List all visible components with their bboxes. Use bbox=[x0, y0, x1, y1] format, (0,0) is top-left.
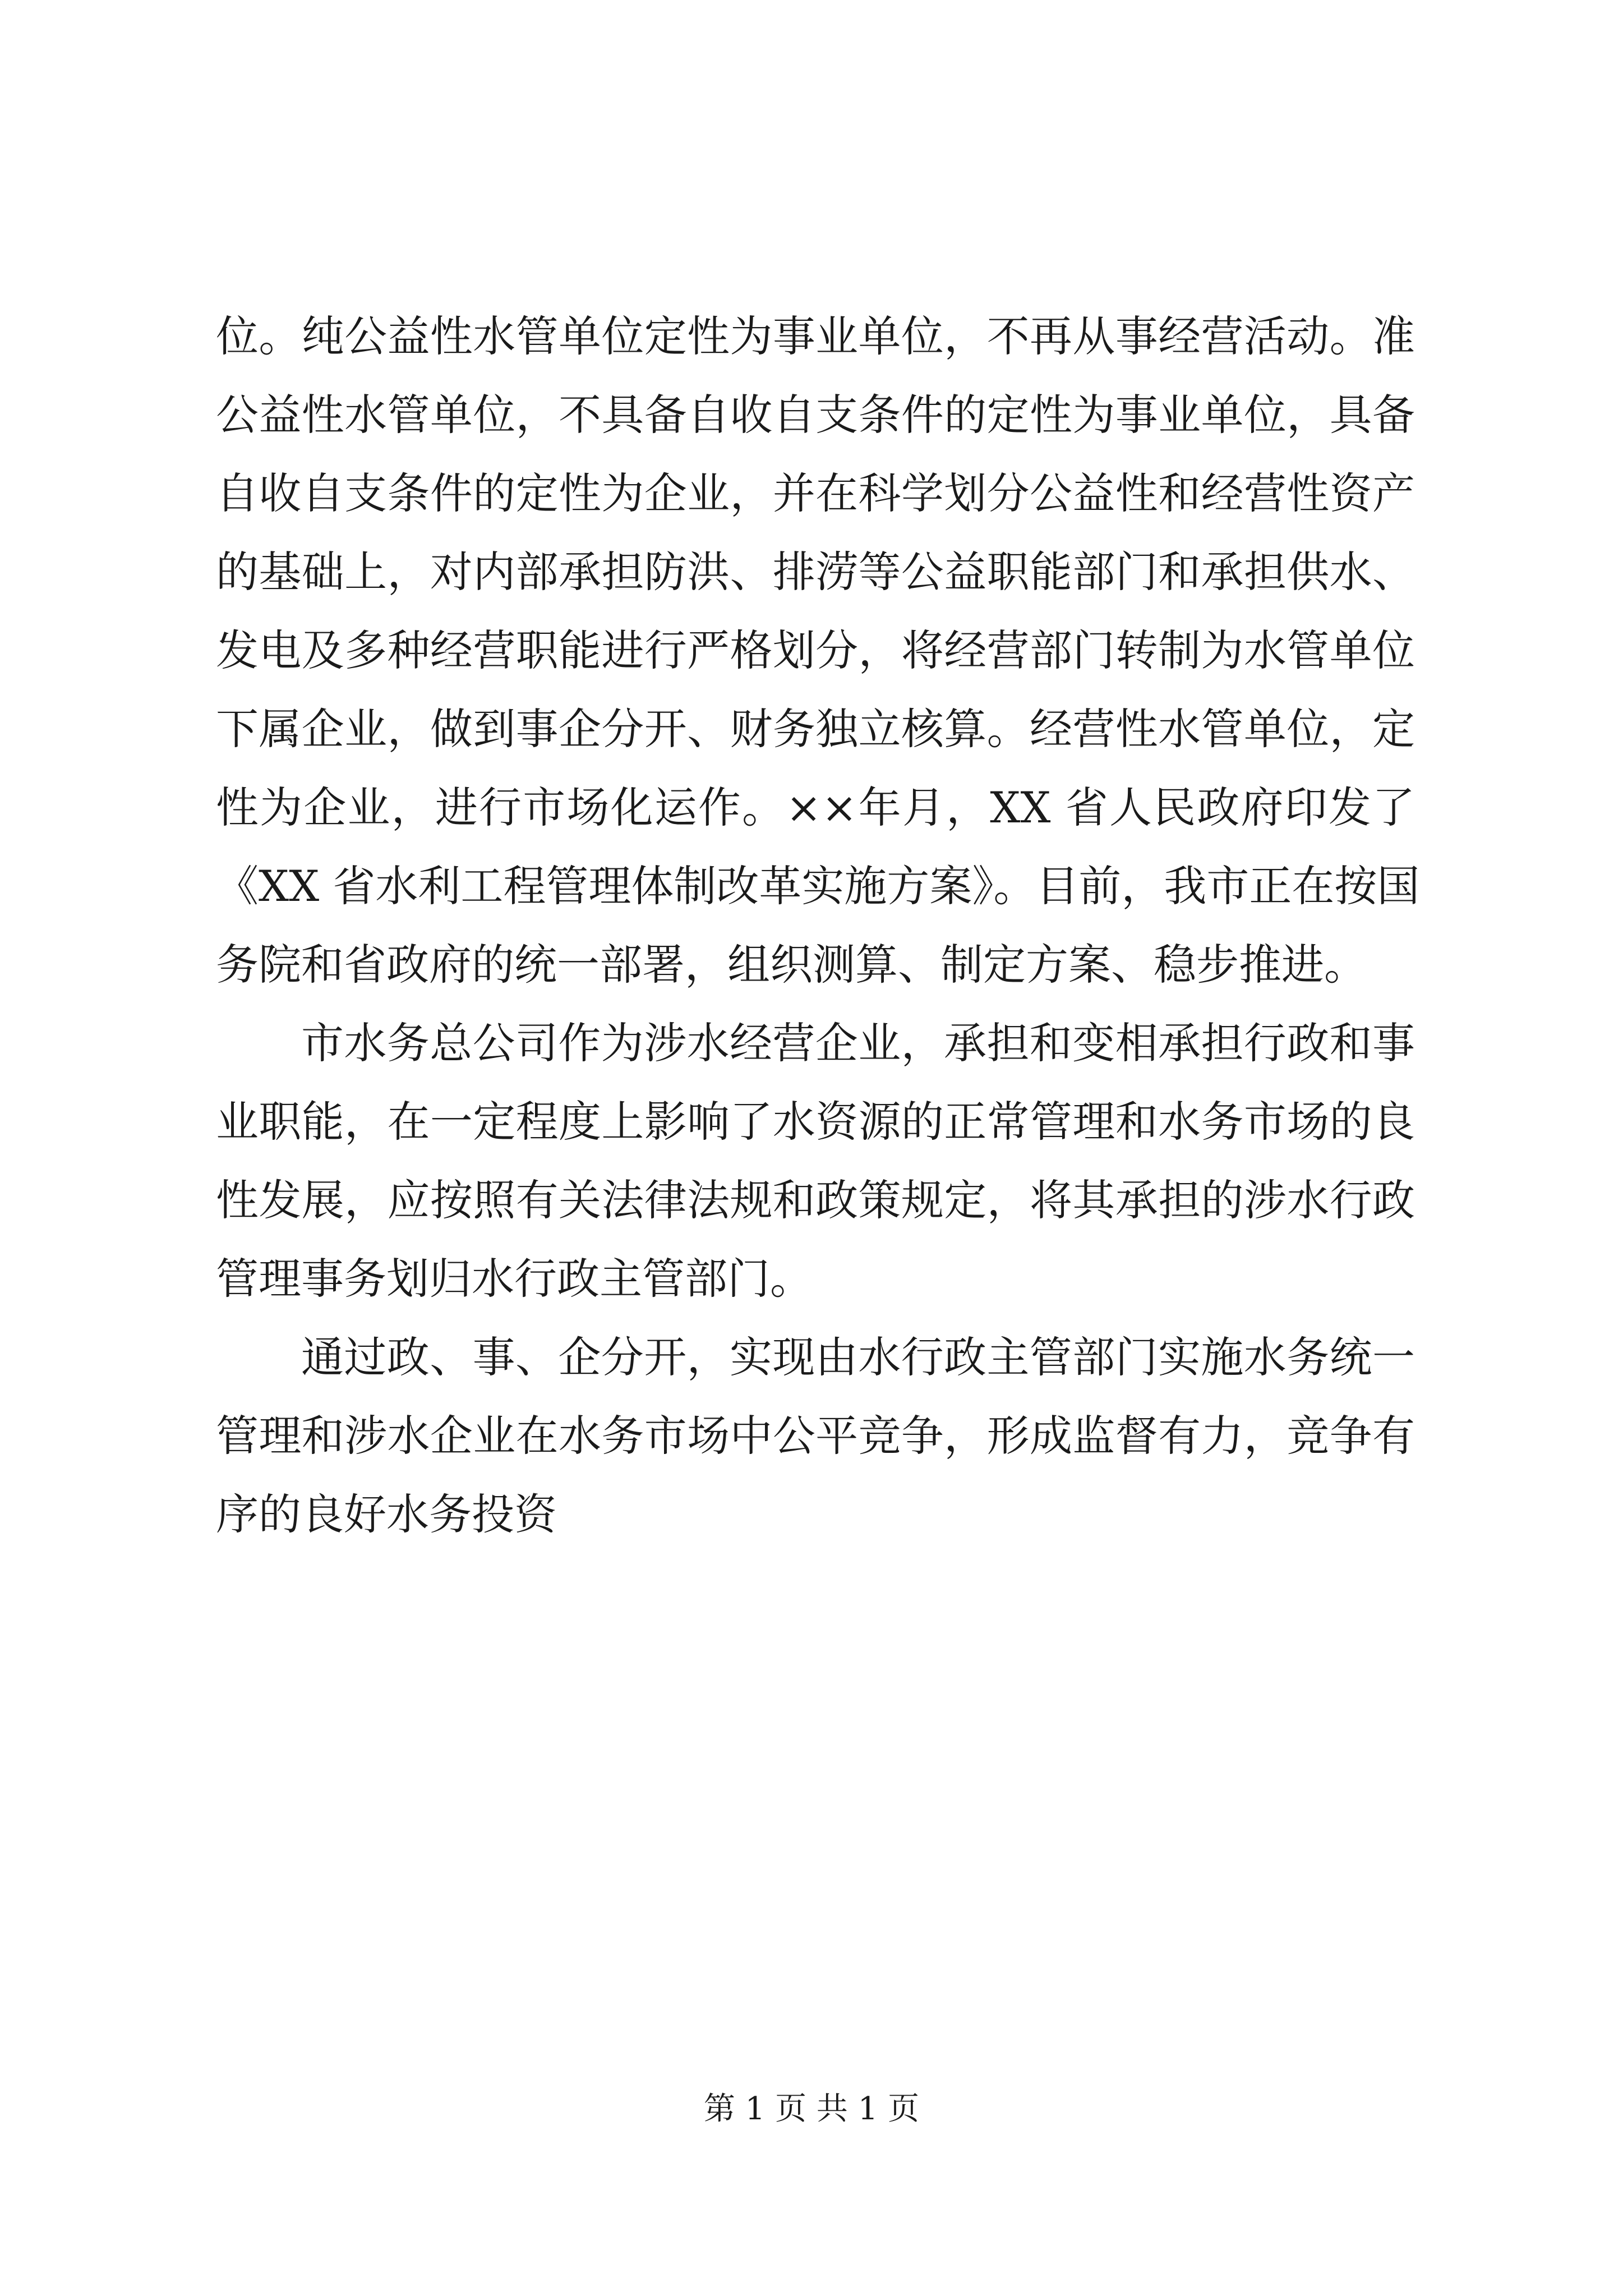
text-line: 公益性水管单位，不具备自收自支条件的定性为事业单位，具备 bbox=[216, 390, 1415, 440]
document-body bbox=[216, 297, 1420, 1554]
text-line: 自收自支条件的定性为企业，并在科学划分公益性和经营性资产 bbox=[216, 468, 1415, 518]
text-line: 务院和省政府的统一部署，组织测算、制定方案、稳步推进。 bbox=[216, 940, 1367, 990]
text-line: 业职能，在一定程度上影响了水资源的正常管理和水务市场的良 bbox=[216, 1097, 1415, 1147]
page-footer: 第 1 页 共 1 页 bbox=[703, 2091, 920, 2127]
text-line: 发电及多种经营职能进行严格划分，将经营部门转制为水管单位 bbox=[216, 625, 1415, 675]
text-line: 市水务总公司作为涉水经营企业，承担和变相承担行政和事 bbox=[301, 1018, 1415, 1068]
text-line: 管理和涉水企业在水务市场中公平竞争，形成监督有力，竞争有 bbox=[216, 1411, 1415, 1461]
text-line: 《XX 省水利工程管理体制改革实施方案》。目前，我市正在按国 bbox=[216, 861, 1420, 911]
text-line: 管理事务划归水行政主管部门。 bbox=[216, 1254, 813, 1304]
text-line: 序的良好水务投资 bbox=[216, 1489, 557, 1539]
text-line: 的基础上，对内部承担防洪、排涝等公益职能部门和承担供水、 bbox=[216, 547, 1415, 597]
text-line: 位。纯公益性水管单位定性为事业单位，不再从事经营活动。准 bbox=[216, 311, 1415, 361]
text-line: 性发展，应按照有关法律法规和政策规定，将其承担的涉水行政 bbox=[216, 1175, 1415, 1225]
text-line: 下属企业，做到事企分开、财务独立核算。经营性水管单位，定 bbox=[216, 704, 1415, 754]
text-line: 通过政、事、企分开，实现由水行政主管部门实施水务统一 bbox=[301, 1332, 1415, 1382]
text-line: 性为企业，进行市场化运作。××年月，XX 省人民政府印发了 bbox=[216, 783, 1415, 832]
